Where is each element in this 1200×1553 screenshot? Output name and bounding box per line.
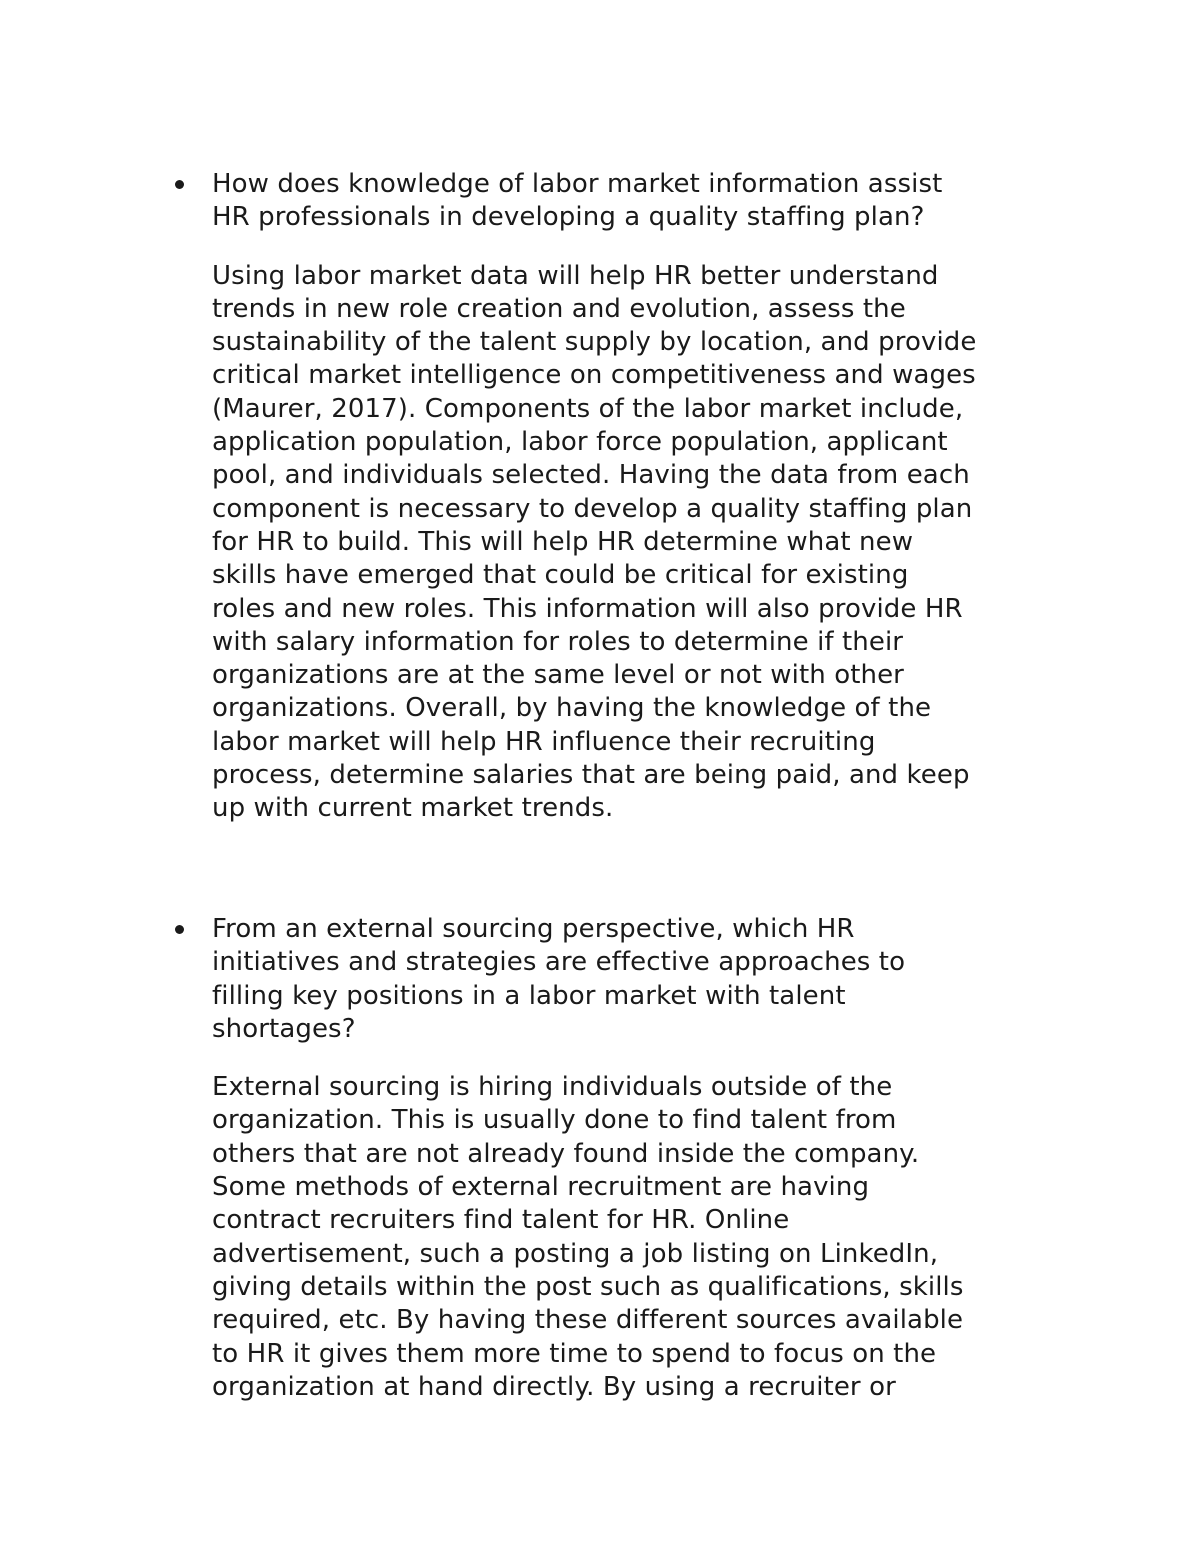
answer-paragraph xyxy=(212,1071,1072,1404)
question-line: filling key positions in a labor market with talent xyxy=(212,980,846,1011)
answer-line: organization. This is usually done to find talent from xyxy=(212,1105,897,1136)
answer-line: required, etc. By having these different sources available xyxy=(212,1305,964,1336)
answer-line: critical market intelligence on competitiveness and wages xyxy=(212,360,976,391)
answer-line: advertisement, such a posting a job listing on LinkedIn, xyxy=(212,1238,939,1269)
answer-line: External sourcing is hiring individuals outside of the xyxy=(212,1072,893,1103)
answer-line: component is necessary to develop a quality staffing plan xyxy=(212,493,973,524)
question-line: From an external sourcing perspective, which HR xyxy=(212,914,855,944)
answer-line: Using labor market data will help HR better understand xyxy=(212,260,939,291)
answer-line: to HR it gives them more time to spend to focus on the xyxy=(212,1338,937,1369)
answer-line: (Maurer, 2017). Components of the labor market include, xyxy=(212,393,964,424)
answer-line: process, determine salaries that are being paid, and keep xyxy=(212,760,970,791)
answer-line: Some methods of external recruitment are having xyxy=(212,1172,870,1203)
answer-line: skills have emerged that could be critical for existing xyxy=(212,560,909,591)
question-line: initiatives and strategies are effective approaches to xyxy=(212,947,906,978)
bullet-item-external-sourcing xyxy=(212,913,1072,1404)
answer-line: trends in new role creation and evolution, assess the xyxy=(212,293,906,324)
answer-line: for HR to build. This will help HR determine what new xyxy=(212,526,914,557)
answer-line: organization at hand directly. By using a recruiter or xyxy=(212,1371,896,1402)
answer-line: organizations are at the same level or not with other xyxy=(212,660,904,691)
answer-line: organizations. Overall, by having the knowledge of the xyxy=(212,693,932,724)
answer-line: application population, labor force population, applicant xyxy=(212,427,948,458)
bullet-icon xyxy=(175,180,184,189)
answer-line: giving details within the post such as qualifications, skills xyxy=(212,1271,964,1302)
answer-line: others that are not already found inside the company. xyxy=(212,1138,920,1169)
answer-line: contract recruiters find talent for HR. Online xyxy=(212,1205,790,1236)
question-line: shortages? xyxy=(212,1013,356,1044)
question-text xyxy=(212,913,1072,1046)
answer-line: up with current market trends. xyxy=(212,793,614,824)
answer-paragraph xyxy=(212,260,1072,826)
answer-line: with salary information for roles to determine if their xyxy=(212,626,904,657)
bullet-icon xyxy=(175,925,184,934)
question-line: HR professionals in developing a quality staffing plan? xyxy=(212,202,925,233)
answer-line: pool, and individuals selected. Having the data from each xyxy=(212,460,970,491)
answer-line: sustainability of the talent supply by location, and provide xyxy=(212,327,977,358)
bullet-item-labor-market xyxy=(212,168,1072,826)
question-line: How does knowledge of labor market information assist xyxy=(212,169,943,199)
answer-line: labor market will help HR influence their recruiting xyxy=(212,726,876,757)
answer-line: roles and new roles. This information will also provide HR xyxy=(212,593,963,624)
question-text xyxy=(212,168,1072,235)
